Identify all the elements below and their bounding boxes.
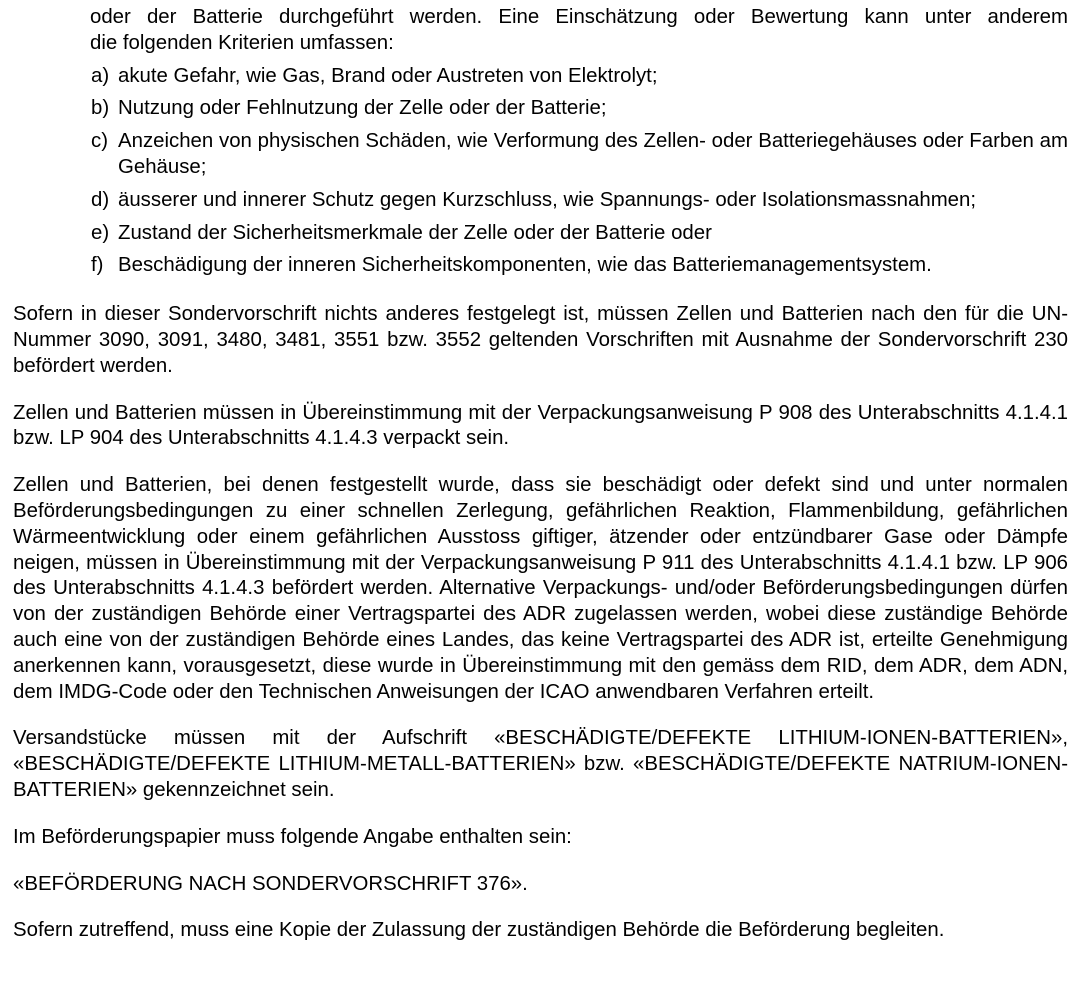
criteria-item-b xyxy=(13,96,1068,122)
criteria-text: Zustand der Sicherheitsmerkmale der Zelle oder der Batterie oder xyxy=(118,221,712,244)
criteria-text: Nutzung oder Fehlnutzung der Zelle oder der Batterie; xyxy=(118,97,607,120)
criteria-text: äusserer und innerer Schutz gegen Kurzschluss, wie Spannungs- oder Isolationsmassnahmen; xyxy=(118,188,977,211)
criteria-text: akute Gefahr, wie Gas, Brand oder Austreten von Elektrolyt; xyxy=(118,64,658,87)
criteria-text: Anzeichen von physischen Schäden, wie Verformung des Zellen- oder Batteriegehäuses oder Farben am Gehäuse; xyxy=(118,130,1068,178)
criteria-marker: d) xyxy=(91,188,110,211)
criteria-item-a xyxy=(13,64,1068,90)
intro-text xyxy=(90,5,1068,57)
criteria-list xyxy=(13,64,1068,280)
intro-line-1: oder der Batterie durchgeführt werden. Eine Einschätzung oder Bewertung kann unter anderem xyxy=(90,6,1068,28)
paragraph-required-statement: «BEFÖRDERUNG NACH SONDERVORSCHRIFT 376». xyxy=(13,872,528,895)
criteria-marker: b) xyxy=(91,97,110,120)
criteria-item-e xyxy=(13,221,1068,247)
criteria-text: Beschädigung der inneren Sicherheitskomponenten, wie das Batteriemanagementsystem. xyxy=(118,254,932,277)
criteria-item-f xyxy=(13,253,1068,279)
paragraph-marking: Versandstücke müssen mit der Aufschrift «BESCHÄDIGTE/DEFEKTE LITHIUM-IONEN-BATTERIEN», «BESCHÄDIGTE/DEFEKTE LITHIUM-METALL-BATTERIEN» bzw. «BESCHÄDIGTE/DEFEKTE NATRIUM-IONEN-BATTERIEN» gekennzeichnet sein. xyxy=(13,727,1068,801)
paragraph-approval-copy: Sofern zutreffend, muss eine Kopie der Zulassung der zuständigen Behörde die Beförderung begleiten. xyxy=(13,919,945,942)
intro-line-2: die folgenden Kriterien umfassen: xyxy=(90,31,394,54)
paragraph-transport-document: Im Beförderungspapier muss folgende Angabe enthalten sein: xyxy=(13,825,572,848)
criteria-item-c xyxy=(13,129,1068,181)
criteria-marker: a) xyxy=(91,64,110,87)
criteria-marker: e) xyxy=(91,221,110,244)
paragraph-un-numbers: Sofern in dieser Sondervorschrift nichts anderes festgelegt ist, müssen Zellen und Batterien nach den für die UN-Nummer 3090, 3091, 3480, 3481, 3551 bzw. 3552 geltenden Vorschriften mit Ausnahme der Sondervorschrift 230 befördert werden. xyxy=(13,303,1068,377)
criteria-marker: c) xyxy=(91,130,108,153)
criteria-item-d xyxy=(13,188,1068,214)
paragraph-packing-instruction: Zellen und Batterien müssen in Übereinstimmung mit der Verpackungsanweisung P 908 des Unterabschnitts 4.1.4.1 bzw. LP 904 des Unterabschnitts 4.1.4.3 verpackt sein. xyxy=(13,401,1068,450)
document-page xyxy=(13,5,1068,944)
paragraph-damaged-cells: Zellen und Batterien, bei denen festgestellt wurde, dass sie beschädigt oder defekt sind und unter normalen Beförderungsbedingungen zu einer schnellen Zerlegung, gefährlichen Reaktion, Flammenbildung, gefährlichen Wärmeentwicklung oder einem gefährlichen Ausstoss giftiger, ätzender oder entzündbarer Gase oder Dämpfe neigen, müssen in Übereinstimmung mit der Verpackungsanweisung P 911 des Unterabschnitts 4.1.4.1 bzw. LP 906 des Unterabschnitts 4.1.4.3 befördert werden. Alternative Verpackungs- und/oder Beförderungsbedingungen dürfen von der zuständigen Behörde einer Vertragspartei des ADR zugelassen werden, wobei diese zuständige Behörde auch eine von der zuständigen Behörde eines Landes, das keine Vertragspartei des ADR ist, erteilte Genehmigung anerkennen kann, vorausgesetzt, diese wurde in Übereinstimmung mit den gemäss dem RID, dem ADR, dem ADN, dem IMDG-Code oder den Technischen Anweisungen der ICAO anwendbaren Verfahren erteilt. xyxy=(13,474,1068,703)
criteria-marker: f) xyxy=(91,254,104,277)
